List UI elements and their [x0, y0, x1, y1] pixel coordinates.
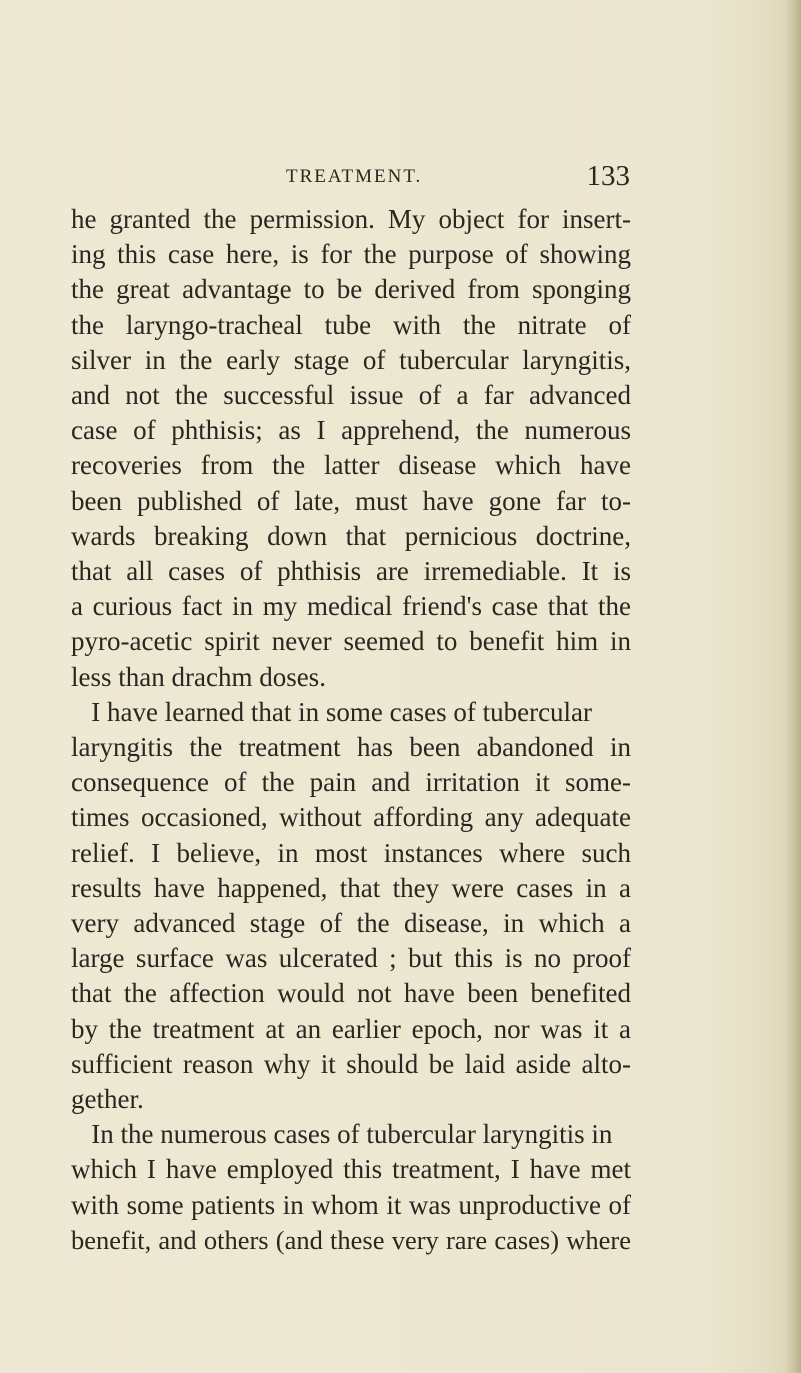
page-header — [286, 160, 630, 196]
text-line: pyro-acetic spirit never seemed to benefit him in — [71, 626, 631, 657]
running-head: TREATMENT. — [286, 166, 423, 187]
text-line: consequence of the pain and irritation it some- — [71, 767, 631, 798]
text-line: by the treatment at an earlier epoch, nor was it a — [71, 1013, 631, 1044]
text-line: results have happened, that they were cases in a — [71, 872, 631, 903]
text-line: which I have employed this treatment, I have met — [71, 1154, 631, 1185]
text-line: the laryngo-tracheal tube with the nitrate of — [71, 309, 631, 340]
text-line: with some patients in whom it was unproductive of — [71, 1189, 631, 1220]
text-line: I have learned that in some cases of tubercular — [71, 696, 593, 727]
text-line: been published of late, must have gone far to- — [71, 485, 631, 516]
text-line: large surface was ulcerated ; but this is no proof — [71, 943, 631, 974]
text-line: wards breaking down that pernicious doctrine, — [71, 520, 631, 551]
page-edge — [785, 0, 801, 1373]
text-line: that the affection would not have been benefited — [71, 978, 631, 1009]
text-line: very advanced stage of the disease, in which a — [71, 908, 631, 939]
text-line: sufficient reason why it should be laid aside alto- — [71, 1048, 631, 1079]
text-line: laryngitis the treatment has been abandoned in — [71, 732, 631, 763]
text-line: a curious fact in my medical friend's case that the — [71, 591, 631, 622]
text-line: In the numerous cases of tubercular laryngitis in — [71, 1119, 613, 1150]
text-line: less than drachm doses. — [71, 661, 326, 692]
text-line: and not the successful issue of a far advanced — [71, 380, 631, 411]
text-line: ing this case here, is for the purpose of showing — [71, 239, 631, 270]
text-line: he granted the permission. My object for insert- — [71, 204, 631, 234]
text-line: gether. — [71, 1084, 144, 1115]
text-line: that all cases of phthisis are irremediable. It is — [71, 556, 631, 587]
text-line: the great advantage to be derived from sponging — [71, 274, 631, 305]
body-text — [71, 202, 631, 1258]
text-line: case of phthisis; as I apprehend, the numerous — [71, 415, 631, 446]
page-number: 133 — [586, 160, 630, 192]
text-line: relief. I believe, in most instances where such — [71, 837, 631, 868]
text-line: silver in the early stage of tubercular laryngitis, — [71, 344, 631, 375]
text-line: times occasioned, without affording any adequate — [71, 802, 631, 833]
text-line: recoveries from the latter disease which have — [71, 450, 631, 481]
text-line: benefit, and others (and these very rare cases) where — [71, 1224, 631, 1255]
